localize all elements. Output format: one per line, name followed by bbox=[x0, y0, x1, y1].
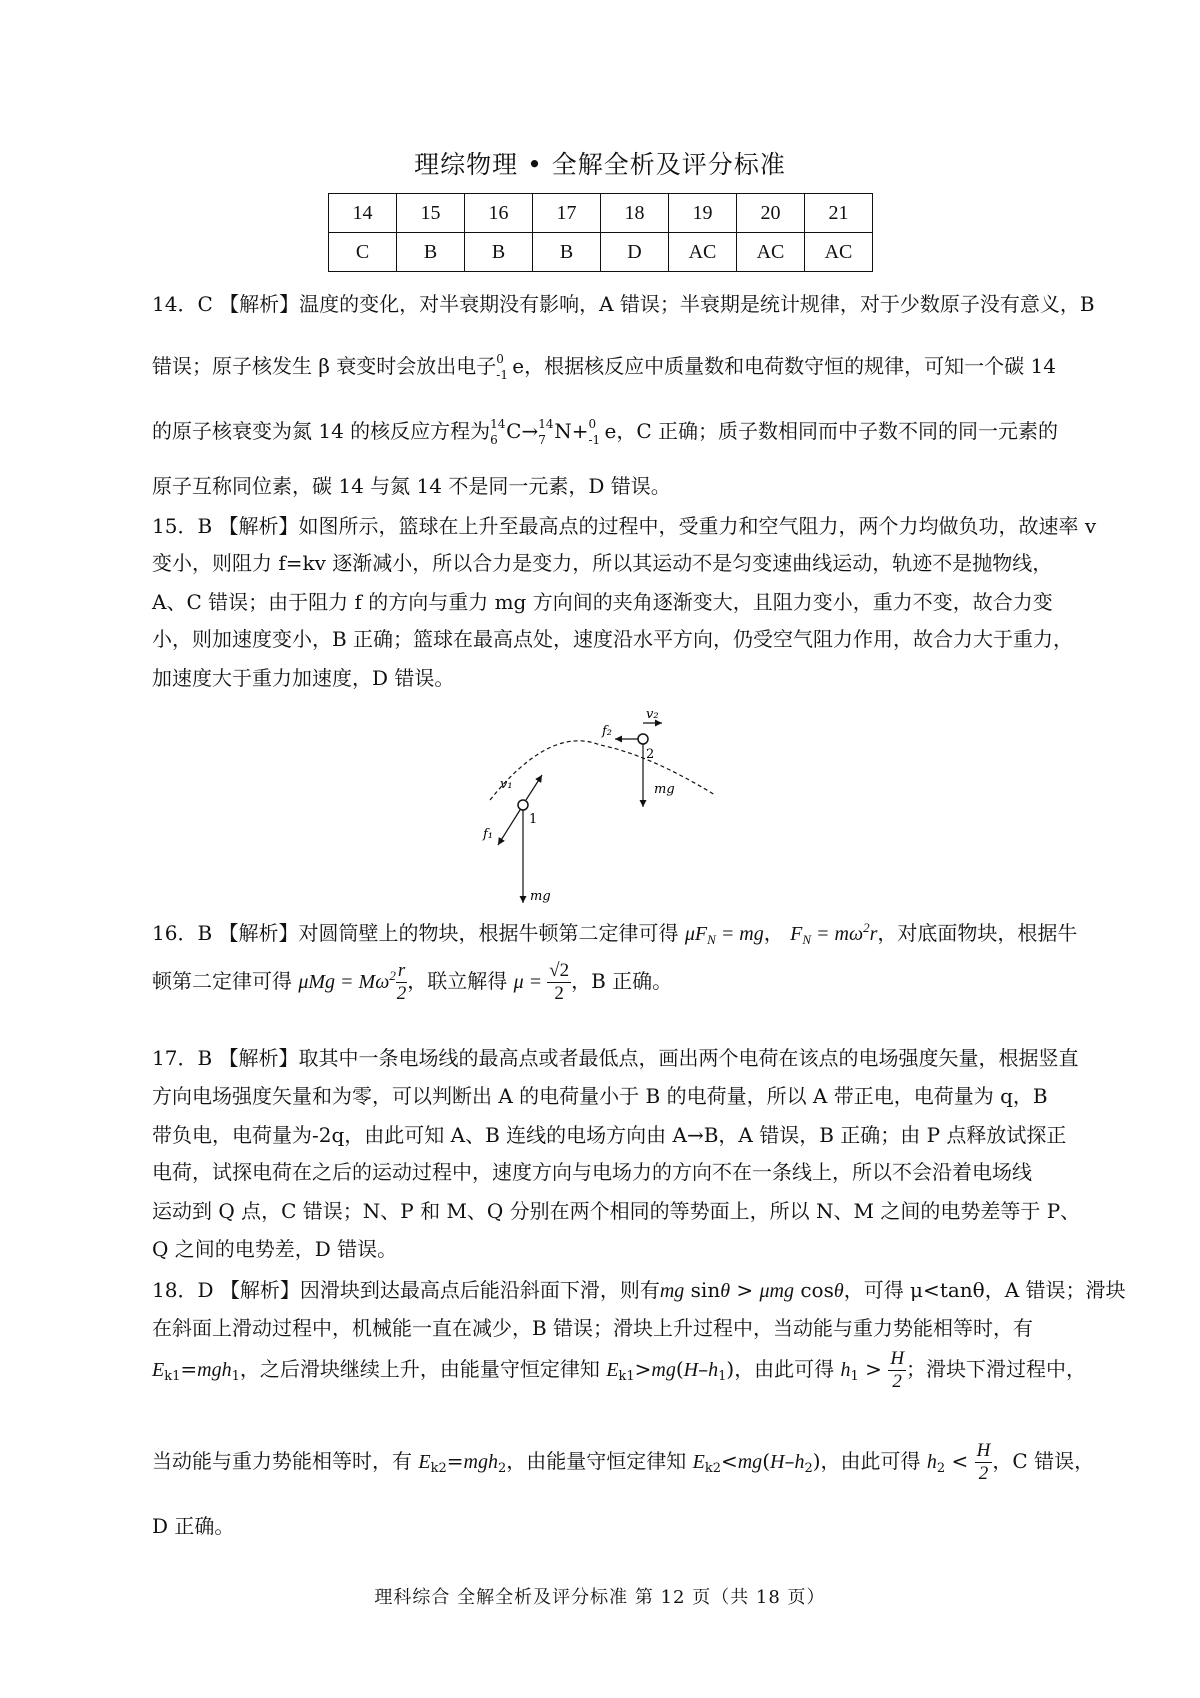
q17-line: 运动到 Q 点，C 错误；N、P 和 M、Q 分别在两个相同的等势面上，所以 N、M 之间的电势差等于 P、 bbox=[152, 1199, 1081, 1223]
question-number: 15 bbox=[397, 194, 465, 233]
label-v2: v₂ bbox=[646, 707, 659, 722]
q17-line: 方向电场强度矢量和为零，可以判断出 A 的电荷量小于 B 的电荷量，所以 A 带正电，电荷量为 q，B bbox=[152, 1084, 1048, 1108]
q17-line: 带负电，电荷量为-2q，由此可知 A、B 连线的电场方向由 A→B，A 错误，B 正确；由 P 点释放试探正 bbox=[152, 1123, 1067, 1147]
q17-line: 电荷，试探电荷在之后的运动过程中，速度方向与电场力的方向不在一条线上，所以不会沿着电场线 bbox=[152, 1160, 1032, 1184]
q18-line: 18．D 【解析】因滑块到达最高点后能沿斜面下滑，则有mg sinθ > μmg cosθ，可得 μ<tanθ，A 错误；滑块 bbox=[152, 1278, 1126, 1302]
q15-line: 变小，则阻力 f=kv 逐渐减小，所以合力是变力，所以其运动不是匀变速曲线运动，轨迹不是抛物线， bbox=[152, 551, 1053, 575]
answer-cell: D bbox=[601, 233, 669, 272]
q18-line: D 正确。 bbox=[152, 1514, 235, 1538]
table-row bbox=[329, 194, 873, 233]
q18-line: 当动能与重力势能相等时，有 $E_{k2}=mgh_2$，由能量守恒定律知 $E_{k2}<mg(H-h_2)$，由此可得 $h_2$ < $\frac{H}{2}$ ，C 错误， bbox=[152, 1440, 1095, 1484]
answer-cell: AC bbox=[669, 233, 737, 272]
formula: $\mu F_N$ = mg bbox=[684, 923, 764, 947]
q15-line: 15．B 【解析】如图所示，篮球在上升至最高点的过程中，受重力和空气阻力，两个力均做负功，故速率 v bbox=[152, 514, 1097, 538]
question-number: 19 bbox=[669, 194, 737, 233]
page-footer: 理科综合 全解全析及评分标准 第 12 页（共 18 页） bbox=[374, 1587, 826, 1608]
answer-table bbox=[328, 193, 873, 272]
q18-line: 在斜面上滑动过程中，机械能一直在减少，B 错误；滑块上升过程中，当动能与重力势能相等时，有 bbox=[152, 1316, 1034, 1340]
q16-line: 顿第二定律可得 $\mu Mg = M\omega^2$ $\frac{r}{2}$ ，联立解得 μ = $\frac{√2}{2}$ ，B 正确。 bbox=[152, 960, 673, 1004]
q18-line: $E_{k1}=mgh_1$，之后滑块继续上升，由能量守恒定律知 $E_{k1}>mg(H-h_1)$，由此可得 $h_1$ > $\frac{H}{2}$ ；滑块下滑过程中， bbox=[152, 1348, 1087, 1392]
q17-line: Q 之间的电势差，D 错误。 bbox=[152, 1237, 398, 1261]
q15-line: A、C 错误；由于阻力 f 的方向与重力 mg 方向间的夹角逐渐变大，且阻力变小，重力不变，故合力变 bbox=[152, 590, 1053, 614]
label-f2: f₂ bbox=[602, 724, 613, 739]
formula: μ = bbox=[513, 971, 548, 993]
question-number: 16 bbox=[465, 194, 533, 233]
q14-line: 错误；原子核发生 β 衰变时会放出电子 0 -1 e，根据核反应中质量数和电荷数守恒的规律，可知一个碳 14 bbox=[152, 351, 1056, 382]
question-number: 20 bbox=[737, 194, 805, 233]
q17-line: 17．B 【解析】取其中一条电场线的最高点或者最低点，画出两个电荷在该点的电场强度矢量，根据竖直 bbox=[152, 1046, 1079, 1070]
label-1: 1 bbox=[529, 812, 538, 827]
ball-position-1 bbox=[518, 800, 528, 810]
q16-line: 16．B 【解析】对圆筒壁上的物块，根据牛顿第二定律可得 $\mu F_N$ = mg， $F_N = m\omega^2r$，对底面物块，根据牛 bbox=[152, 920, 1078, 947]
ball-position-2 bbox=[638, 734, 648, 744]
label-v1: v₁ bbox=[500, 777, 513, 792]
answer-cell: AC bbox=[737, 233, 805, 272]
label-mg1: mg bbox=[530, 889, 551, 904]
page-title: 理综物理 • 全解全析及评分标准 bbox=[414, 150, 786, 179]
q14-line: 的原子核衰变为氮 14 的核反应方程为 14 6 C→ 14 7 N+ 0 -1 e，C 正确；质子数相同而中子数不同的同一元素的 bbox=[152, 416, 1059, 447]
q14-line: 14．C 【解析】温度的变化，对半衰期没有影响，A 错误；半衰期是统计规律，对于少数原子没有意义，B bbox=[152, 292, 1095, 316]
basketball-force-diagram bbox=[470, 705, 730, 915]
question-number: 21 bbox=[805, 194, 873, 233]
question-number: 17 bbox=[533, 194, 601, 233]
answer-cell: AC bbox=[805, 233, 873, 272]
label-f1: f₁ bbox=[483, 827, 494, 842]
q15-line: 小，则加速度变小，B 正确；篮球在最高点处，速度沿水平方向，仍受空气阻力作用，故合力大于重力， bbox=[152, 627, 1074, 651]
answer-cell: B bbox=[397, 233, 465, 272]
question-number: 18 bbox=[601, 194, 669, 233]
table-row bbox=[329, 233, 873, 272]
q15-line: 加速度大于重力加速度，D 错误。 bbox=[152, 666, 455, 690]
question-number: 14 bbox=[329, 194, 397, 233]
q14-line: 原子互称同位素，碳 14 与氮 14 不是同一元素，D 错误。 bbox=[152, 474, 671, 498]
formula: $F_N = m\omega^2r$ bbox=[790, 920, 878, 947]
answer-cell: B bbox=[465, 233, 533, 272]
answer-cell: B bbox=[533, 233, 601, 272]
answer-cell: C bbox=[329, 233, 397, 272]
trajectory-curve bbox=[490, 741, 715, 800]
label-mg2: mg bbox=[654, 782, 675, 797]
label-2: 2 bbox=[646, 747, 655, 762]
formula: $\mu Mg = M\omega^2$ bbox=[298, 968, 396, 993]
